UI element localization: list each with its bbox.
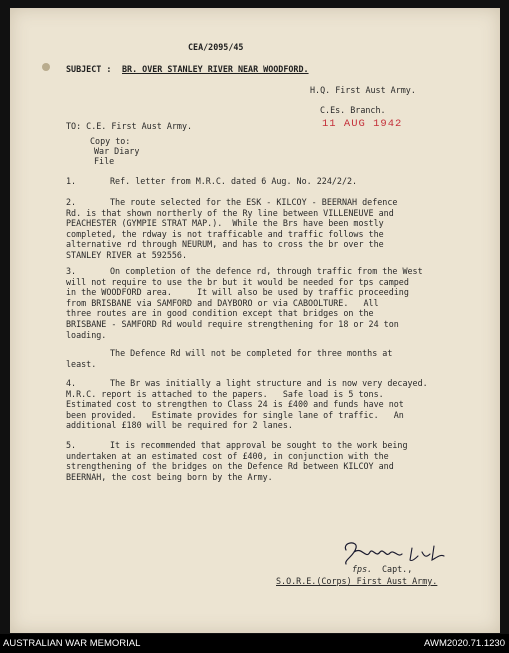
subject-text: BR. OVER STANLEY RIVER NEAR WOODFORD.: [122, 64, 309, 74]
para-line: least.: [66, 358, 97, 369]
copy-to-label: Copy to:: [90, 136, 131, 146]
subject-label: SUBJECT :: [66, 64, 112, 74]
para-line: alternative rd through NEURUM, and has to cross the br over the: [66, 239, 384, 250]
from-hq: H.Q. First Aust Army.: [310, 85, 416, 95]
para-line: On completion of the defence rd, through traffic from the West: [110, 266, 423, 276]
para-line: BRISBANE - SAMFORD Rd would require strengthening for 18 or 24 ton: [66, 319, 399, 329]
signature-text: [348, 545, 424, 556]
punch-hole: [42, 63, 50, 71]
from-branch: C.Es. Branch.: [320, 105, 386, 115]
para-line: It is recommended that approval be sought to the work being: [110, 440, 408, 450]
para-line: three routes are in good condition except that bridges on the: [66, 308, 374, 319]
para-line: been provided. Estimate provides for single lane of traffic. An: [66, 409, 404, 420]
para-number: 3.: [66, 266, 77, 276]
footer-accession-number: AWM2020.71.1230: [424, 638, 505, 649]
para-number: 4.: [66, 378, 77, 388]
para-line: loading.: [66, 329, 107, 340]
para-line: will not require to use the br but it would be needed for tps camped: [66, 276, 409, 287]
para-line: The Br was initially a light structure and is now very decayed.: [110, 378, 428, 388]
para-line: in the WOODFORD area. It will also be used by traffic proceeding: [66, 287, 409, 298]
copy-to-item: War Diary: [94, 146, 140, 156]
para-line: strengthening of the bridges on the Defence Rd between KILCOY and: [66, 461, 394, 472]
para-line: M.R.C. report is attached to the papers. Safe load is 5 tons.: [66, 388, 384, 399]
para-line: completed, the rdway is not trafficable and traffic follows the: [66, 228, 384, 239]
signature-title: S.O.R.E.(Corps) First Aust Army.: [276, 576, 438, 586]
para-number: 5.: [66, 440, 77, 450]
para-number: 2.: [66, 197, 77, 207]
para-line: undertaken at an estimated cost of £400, in conjunction with the: [66, 450, 389, 461]
para-line: The route selected for the ESK - KILCOY - BEERNAH defence: [110, 197, 398, 207]
file-reference: CEA/2095/45: [188, 42, 244, 52]
para-line: Ref. letter from M.R.C. dated 6 Aug. No. 224/2/2.: [110, 176, 358, 186]
to-line: TO: C.E. First Aust Army.: [66, 121, 193, 131]
para-line: additional £180 will be required for 2 lanes.: [66, 420, 293, 431]
document-page: [10, 8, 500, 633]
copy-to-item: File: [94, 156, 115, 166]
para-line: PEACHESTER (GYMPIE STRAT MAP.). While the Brs have been mostly: [66, 218, 384, 229]
date-stamp: 11 AUG 1942: [322, 118, 403, 130]
footer-institution: AUSTRALIAN WAR MEMORIAL: [3, 638, 141, 649]
para-line: Rd. is that shown northerly of the Ry line between VILLENEUVE and: [66, 207, 394, 218]
para-line: STANLEY RIVER at 592556.: [66, 250, 188, 260]
signature-rank: Capt.,: [382, 564, 413, 574]
signature-fps: fps.: [352, 564, 373, 574]
para-line: from BRISBANE via SAMFORD and DAYBORO or via CABOOLTURE. All: [66, 297, 379, 308]
para-number: 1.: [66, 176, 77, 186]
para-line: The Defence Rd will not be completed for three months at: [110, 348, 393, 358]
para-line: Estimated cost to strengthen to Class 24 is £400 and funds have not: [66, 399, 404, 410]
archive-footer: [0, 634, 509, 653]
para-line: BEERNAH, the cost being born by the Army.: [66, 471, 273, 482]
